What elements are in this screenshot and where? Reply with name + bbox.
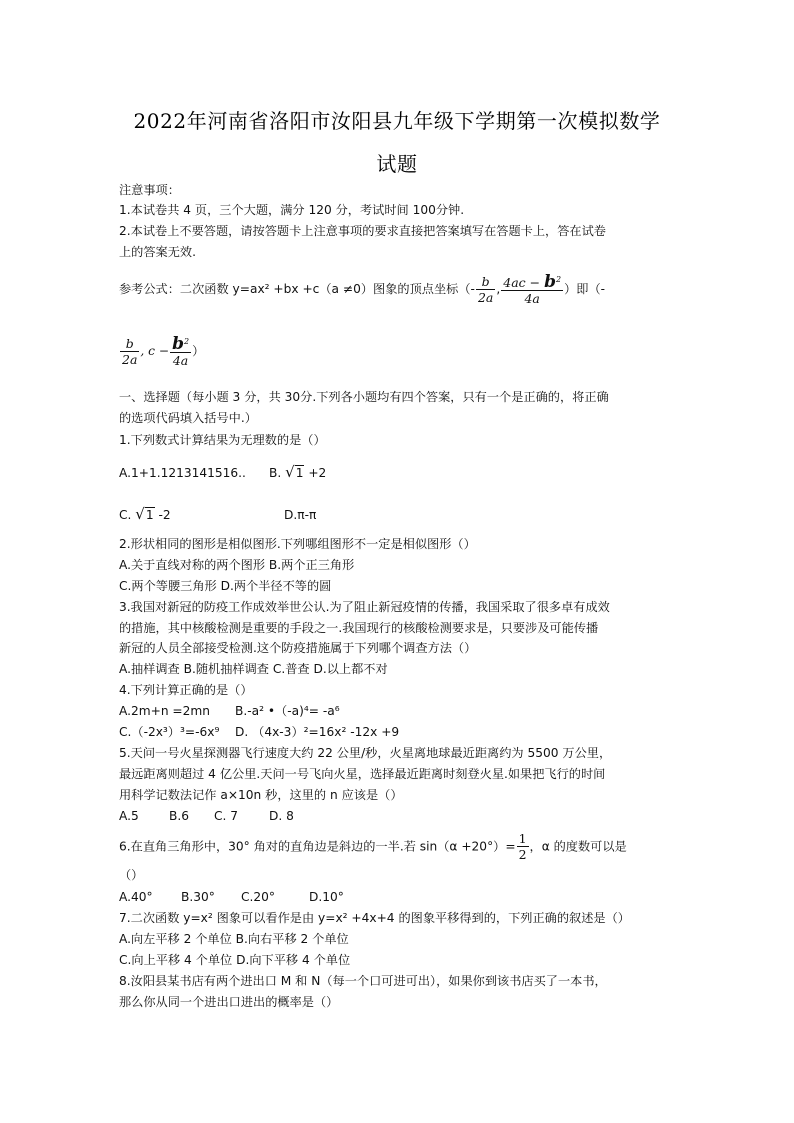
q1-stem: 1.下列数式计算结果为无理数的是（） bbox=[119, 433, 326, 447]
notice-item-2a: 2.本试卷上不要答题，请按答题卡上注意事项的要求直接把答案填写在答题卡上，答在试卷 bbox=[119, 224, 606, 238]
q3-line-3: 新冠的人员全部接受检测.这个防疫措施属于下列哪个调查方法（） bbox=[119, 641, 477, 655]
notice-heading: 注意事项： bbox=[119, 183, 180, 197]
q6-option-c: C.20° bbox=[241, 890, 275, 904]
reference-formula bbox=[119, 272, 605, 306]
frac-num-part-a: 4ac − bbox=[503, 275, 541, 291]
q1-c-rest: -2 bbox=[158, 508, 171, 522]
q5-option-c: C. 7 bbox=[214, 809, 239, 823]
formula-mid: , c − bbox=[140, 344, 170, 359]
frac-numerator: b bbox=[120, 336, 139, 352]
q8-line-1: 8.汝阳县某书店有两个进出口 M 和 N（每一个口可进可出），如果你到该书店买了一本书， bbox=[119, 974, 607, 988]
q5-options bbox=[119, 808, 294, 824]
q4-options-ab bbox=[119, 703, 340, 719]
q6-stem bbox=[119, 831, 627, 862]
q5-line-1: 5.天问一号火星探测器飞行速度大约 22 公里/秒，火星离地球最近距离约为 5500 万公里， bbox=[119, 746, 612, 760]
fraction-b-over-2a-2 bbox=[120, 336, 139, 367]
fraction-b2-over-4a bbox=[170, 334, 191, 368]
fraction-one-half bbox=[517, 831, 529, 862]
formula-suffix: ）即（- bbox=[564, 282, 606, 297]
q4-stem: 4.下列计算正确的是（） bbox=[119, 683, 253, 697]
q7-options-ab: A.向左平移 2 个单位 B.向右平移 2 个单位 bbox=[119, 932, 349, 946]
notice-item-2b: 上的答案无效. bbox=[119, 245, 196, 259]
q1-option-c bbox=[119, 506, 284, 523]
q5-option-d: D. 8 bbox=[269, 809, 294, 823]
q4-option-d: D. （4x-3）²=16x² -12x +9 bbox=[235, 725, 400, 739]
q6-option-d: D.10° bbox=[309, 890, 344, 904]
frac-num-b: b bbox=[172, 334, 184, 355]
q2-options-cd: C.两个等腰三角形 D.两个半径不等的圆 bbox=[119, 579, 332, 593]
q2-options-ab: A.关于直线对称的两个图形 B.两个正三角形 bbox=[119, 558, 355, 572]
q1-option-d: D.π-π bbox=[284, 508, 317, 522]
sqrt-icon: √ bbox=[135, 505, 145, 523]
q1-options-cd bbox=[119, 506, 316, 523]
formula-comma: , bbox=[496, 282, 501, 297]
q5-option-b: B.6 bbox=[169, 809, 189, 823]
q6-stem-post: ，α 的度数可以是 bbox=[529, 839, 627, 854]
q6-option-a: A.40° bbox=[119, 890, 153, 904]
q5-option-a: A.5 bbox=[119, 809, 139, 823]
q4-option-c: C.（-2x³）³=-6x⁹ bbox=[119, 725, 220, 739]
reference-formula-cont bbox=[119, 334, 204, 368]
frac-num-part-b: b bbox=[544, 272, 556, 293]
q1-b-label: B. bbox=[269, 466, 282, 480]
frac-denominator: 4a bbox=[524, 291, 540, 307]
notice-item-1: 1.本试卷共 4 页，三个大题，满分 120 分，考试时间 100分钟. bbox=[119, 203, 465, 217]
frac-denominator: 2a bbox=[122, 351, 138, 367]
frac-numerator: 1 bbox=[518, 831, 527, 846]
sqrt-icon: √ bbox=[285, 463, 295, 481]
frac-numerator: b bbox=[476, 274, 495, 290]
exam-title-line1: 2022年河南省洛阳市汝阳县九年级下学期第一次模拟数学 bbox=[133, 109, 661, 133]
q7-stem: 7.二次函数 y=x² 图象可以看作是由 y=x² +4x+4 的图象平移得到的，下列正确的叙述是（） bbox=[119, 911, 630, 925]
q3-line-2: 的措施，其中核酸检测是重要的手段之一.我国现行的核酸检测要求是，只要涉及可能传播 bbox=[119, 621, 599, 635]
q1-c-label: C. bbox=[119, 508, 132, 522]
q1-option-b bbox=[269, 464, 326, 481]
q7-options-cd: C.向上平移 4 个单位 D.向下平移 4 个单位 bbox=[119, 953, 351, 967]
section1-heading-a: 一、选择题（每小题 3 分，共 30分.下列各小题均有四个答案，只有一个是正确的，将正确 bbox=[119, 390, 609, 404]
q4-options-cd bbox=[119, 724, 399, 740]
fraction-4ac-b2-over-4a bbox=[501, 272, 563, 306]
q4-option-a: A.2m+n =2mn bbox=[119, 704, 210, 718]
frac-denominator: 2 bbox=[518, 847, 527, 862]
formula-close: ） bbox=[192, 344, 205, 359]
q6-stem-pre: 6.在直角三角形中，30° 角对的直角边是斜边的一半.若 sin（α +20°）= bbox=[119, 839, 516, 854]
frac-denominator: 2a bbox=[477, 289, 494, 305]
formula-prefix: 参考公式：二次函数 y=ax² +bx +c（a ≠0）图象的顶点坐标（- bbox=[119, 282, 475, 297]
q1-options-ab bbox=[119, 464, 326, 481]
q1-b-radicand: 1 bbox=[295, 466, 304, 480]
q8-line-2: 那么你从同一个进出口进出的概率是（） bbox=[119, 995, 339, 1009]
q1-c-radicand: 1 bbox=[145, 508, 154, 522]
q6-options bbox=[119, 889, 344, 905]
q2-stem: 2.形状相同的图形是相似图形.下列哪组图形不一定是相似图形（） bbox=[119, 537, 476, 551]
q3-options: A.抽样调查 B.随机抽样调查 C.普查 D.以上都不对 bbox=[119, 662, 388, 676]
fraction-b-over-2a bbox=[476, 274, 495, 305]
q4-option-b: B.-a² •（-a)⁴= -a⁶ bbox=[235, 704, 340, 718]
q3-line-1: 3.我国对新冠的防疫工作成效举世公认.为了阻止新冠疫情的传播，我国采取了很多卓有成效 bbox=[119, 600, 610, 614]
q5-line-3: 用科学记数法记作 a×10n 秒，这里的 n 应该是（） bbox=[119, 788, 403, 802]
q6-blank: （） bbox=[119, 868, 144, 882]
q5-line-2: 最远距离则超过 4 亿公里.天问一号飞向火星，选择最近距离时刻登火星.如果把飞行的时间 bbox=[119, 767, 606, 781]
frac-numerator: $b^2$ bbox=[172, 334, 190, 355]
exam-title-line2: 试题 bbox=[376, 152, 418, 176]
q1-b-rest: +2 bbox=[308, 466, 327, 480]
q6-option-b: B.30° bbox=[181, 890, 215, 904]
q1-option-a: A.1+1.1213141516.. bbox=[119, 466, 246, 480]
frac-denominator: 4a bbox=[172, 353, 189, 369]
frac-numerator: $4ac - b^2$ bbox=[503, 272, 562, 293]
section1-heading-b: 的选项代码填入括号中.） bbox=[119, 411, 257, 425]
